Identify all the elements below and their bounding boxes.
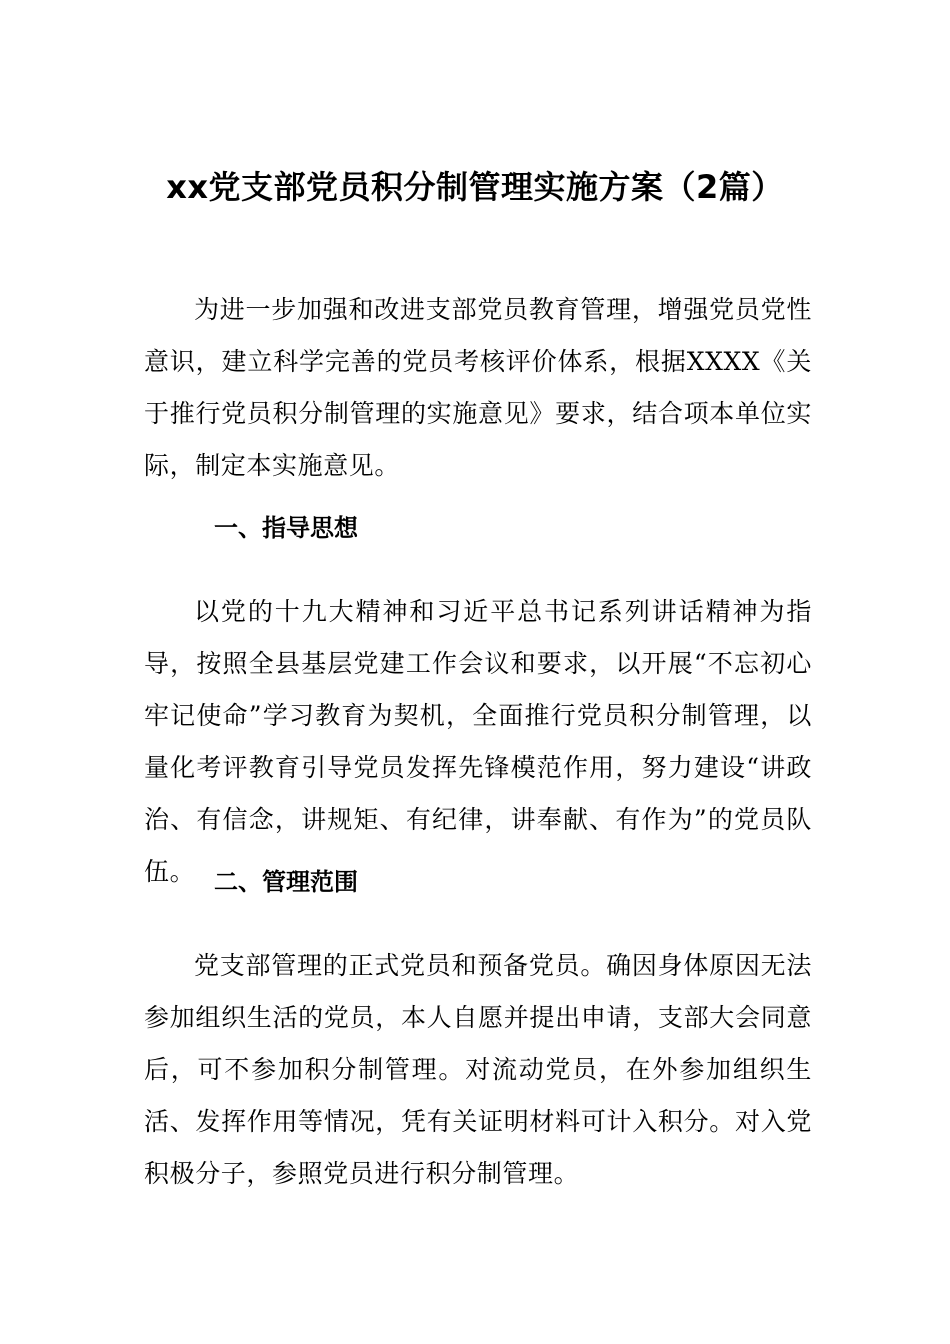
- section-body-management-scope: 党支部管理的正式党员和预备党员。确因身体原因无法参加组织生活的党员，本人自愿并提出申请，支部大会同意后，可不参加积分制管理。对流动党员，在外参加组织生活、发挥作用等情况，凭有关证明材料可计入积分。对入党积极分子，参照党员进行积分制管理。: [144, 951, 812, 1188]
- intro-paragraph: 为进一步加强和改进支部党员教育管理，增强党员党性意识，建立科学完善的党员考核评价体系，根据XXXX《关于推行党员积分制管理的实施意见》要求，结合项本单位实际，制定本实施意见。: [144, 295, 812, 480]
- section-heading-guiding-ideology: 一、指导思想: [214, 514, 358, 542]
- document-title: xx党支部党员积分制管理实施方案（2篇）: [166, 168, 784, 207]
- section-body-guiding-ideology: 以党的十九大精神和习近平总书记系列讲话精神为指导，按照全县基层党建工作会议和要求，以开展“不忘初心牢记使命”学习教育为契机，全面推行党员积分制管理，以量化考评教育引导党员发挥先锋模范作用，努力建设“讲政治、有信念，讲规矩、有纪律，讲奉献、有作为”的党员队伍。: [144, 597, 812, 886]
- section-heading-management-scope: 二、管理范围: [214, 868, 358, 896]
